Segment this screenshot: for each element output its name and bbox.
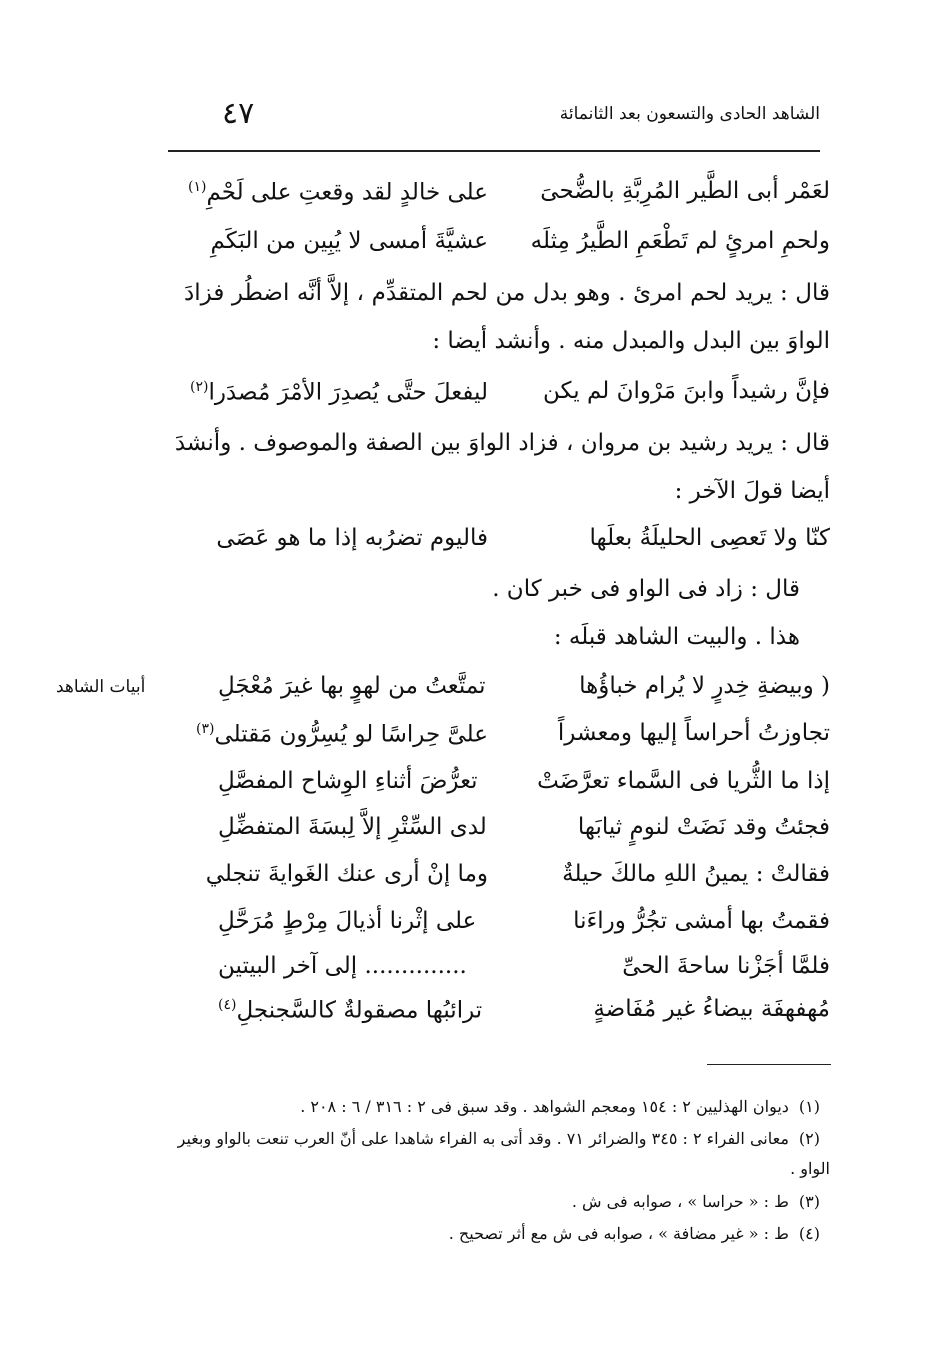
poem-hemistich-right: فقمتُ بها أمشى تجُرُّ وراءَنا <box>573 908 830 934</box>
poem-hemistich-left: وما إنْ أرى عنك الغَوايةَ تنجلي <box>205 861 488 887</box>
verse-hemistich-right: لعَمْر أبى الطَّير المُرِبَّةِ بالضُّحىَ <box>540 178 830 204</box>
prose-line: قال : يريد لحم امرئ . وهو بدل من لحم المتقدِّم ، إلاَّ أنَّه اضطُر فزادَ <box>184 280 830 306</box>
poem-hemistich-right: فجئتُ وقد نَضَتْ لنومٍ ثيابَها <box>577 814 830 840</box>
verse-hemistich-left: على خالدٍ لقد وقعتِ على لَحْمِ$^{(١)}$ <box>187 179 488 206</box>
footnote: (٢)معانى الفراء ٢ : ٣٤٥ والضرائر ٧١ . وقد أتى به الفراء شاهدا على أنّ العرب تنعت بالواو وبغير <box>177 1129 820 1148</box>
margin-note: أبيات الشاهد <box>56 677 146 697</box>
poem-hemistich-left: .............. إلى آخر البيتين <box>218 953 467 979</box>
footnote-marker: (٣) <box>798 1192 820 1211</box>
footnote-marker: (٢) <box>798 1129 820 1148</box>
poem-hemistich-left: لدى السِّتْرِ إلاَّ لِبسَةَ المتفضِّلِ <box>218 814 487 840</box>
verse-hemistich-right: كنّا ولا تَعصِى الحليلَةُ بعلَها <box>589 525 830 551</box>
footnote-marker: (١) <box>798 1097 820 1116</box>
poem-hemistich-left: علىَّ حِراسًا لو يُسِرُّون مَقتلى$^{(٣)}$ <box>196 721 488 748</box>
poem-hemistich-left: ترائبُها مصقولةٌ كالسَّجنجلِ$^{(٤)}$ <box>218 997 483 1024</box>
poem-hemistich-right: ( وبيضةِ خِدرٍ لا يُرام خباؤُها <box>579 673 830 699</box>
verse-hemistich-left: عشيَّةَ أمسى لا يُبِين من البَكَمِ <box>210 228 488 254</box>
verse-hemistich-left: ليفعلَ حتَّى يُصدِرَ الأمْرَ مُصدَرا$^{(٢)}$ <box>189 379 488 406</box>
prose-line: أيضا قولَ الآخر : <box>674 478 830 504</box>
footnote: (١)ديوان الهذليين ٢ : ١٥٤ ومعجم الشواهد . وقد سبق فى ٢ : ٣١٦ / ٦ : ٢٠٨ . <box>300 1097 820 1116</box>
footnote-rule <box>707 1064 831 1065</box>
poem-hemistich-right: مُهفهفَة بيضاءُ غير مُفَاضةٍ <box>593 996 830 1022</box>
prose-line: هذا . والبيت الشاهد قبلَه : <box>553 624 800 650</box>
poem-hemistich-right: فقالتْ : يمينُ اللهِ مالكَ حيلةٌ <box>562 861 830 887</box>
footnote-continuation: الواو . <box>790 1159 830 1178</box>
poem-hemistich-right: فلمَّا أجَزْنا ساحةَ الحىِّ <box>622 953 830 979</box>
poem-hemistich-left: على إثْرنا أذيالَ مِرْطٍ مُرَحَّلِ <box>218 908 477 934</box>
poem-hemistich-right: تجاوزتُ أحراساً إليها ومعشراً <box>557 720 830 746</box>
poem-hemistich-left: تمتَّعتُ من لهوٍ بها غيرَ مُعْجَلِ <box>218 673 486 699</box>
poem-hemistich-right: إذا ما الثُّريا فى السَّماء تعرَّضَتْ <box>537 768 830 794</box>
verse-hemistich-right: ولحمِ امرئٍ لم تَطْعَمِ الطَّيرُ مِثلَه <box>530 228 830 254</box>
verse-hemistich-right: فإنَّ رشيداً وابنَ مَرْوانَ لم يكن <box>543 378 830 404</box>
prose-line: قال : يريد رشيد بن مروان ، فزاد الواوَ بين الصفة والموصوف . وأنشدَ <box>174 430 830 456</box>
footnote-ref: (٢) <box>189 379 209 395</box>
footnote-ref: (١) <box>187 179 207 195</box>
header-rule <box>168 150 820 152</box>
prose-line: قال : زاد فى الواو فى خبر كان . <box>492 576 800 602</box>
poem-hemistich-left: تعرُّضَ أثناءِ الوِشاح المفصَّلِ <box>218 768 478 794</box>
footnote-ref: (٤) <box>218 997 237 1013</box>
footnote: (٣)ط : « حراسا » ، صوابه فى ش . <box>571 1192 820 1211</box>
page-number: ٤٧ <box>222 96 255 131</box>
prose-line: الواوَ بين البدل والمبدل منه . وأنشد أيضا : <box>432 328 830 354</box>
footnote-ref: (٣) <box>196 721 215 737</box>
footnote: (٤)ط : « غير مضافة » ، صوابه فى ش مع أثر تصحيح . <box>448 1224 820 1243</box>
footnote-marker: (٤) <box>798 1224 820 1243</box>
verse-hemistich-left: فاليوم تضرُبه إذا ما هو عَصَى <box>216 525 488 551</box>
running-header-title: الشاهد الحادى والتسعون بعد الثانمائة <box>559 104 820 124</box>
